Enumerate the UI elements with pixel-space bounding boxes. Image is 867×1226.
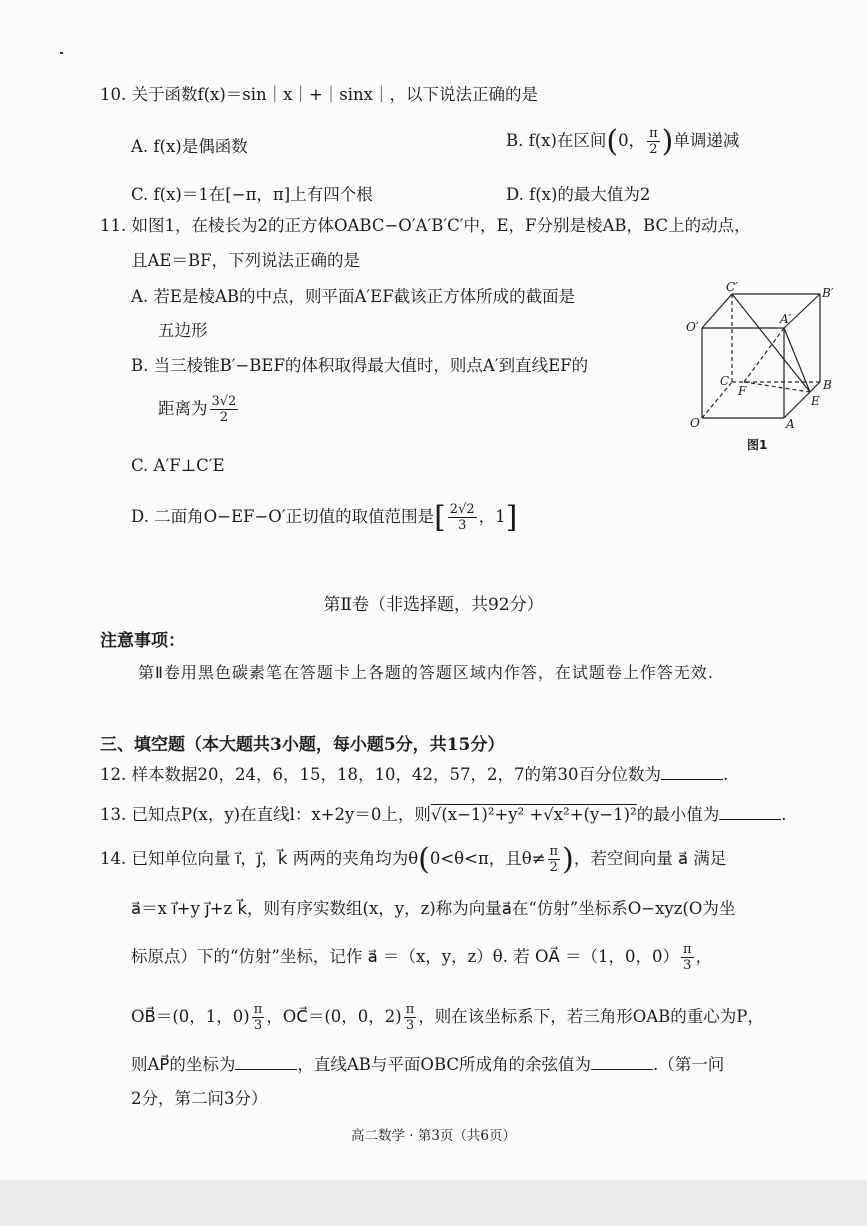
fraction-numerator: π: [549, 844, 559, 859]
q12-text: 12. 样本数据20，24，6，15，18，10，42，57，2，7的第30百分位数为: [100, 765, 661, 784]
q13-prefix: 13. 已知点P(x，y)在直线l：x+2y＝0上，则: [100, 805, 431, 824]
fraction-numerator: π: [253, 1002, 263, 1017]
q10-option-b-interval: 0，: [618, 131, 646, 150]
q10-option-d: D. f(x)的最大值为2: [506, 185, 651, 204]
close-paren: ): [562, 842, 574, 877]
q14-line4-fraction-1: [252, 1002, 265, 1033]
label-b: B: [823, 378, 832, 392]
notice-heading: 注意事项：: [100, 631, 185, 651]
open-bracket: [: [434, 500, 446, 535]
fraction-denominator: 3: [683, 958, 692, 973]
close-bracket: ]: [505, 500, 518, 535]
q10-stem: 10. 关于函数f(x)＝sin｜x｜+｜sinx｜，以下说法正确的是: [100, 85, 538, 104]
fraction-numerator: π: [405, 1002, 415, 1017]
label-a: A: [786, 417, 795, 431]
q11-stem-line2: 且AE＝BF，下列说法正确的是: [131, 251, 361, 270]
q14-line1: [100, 842, 726, 877]
notice-text: 第Ⅱ卷用黑色碳素笔在答题卡上各题的答题区域内作答，在试题卷上作答无效.: [138, 663, 714, 682]
fraction-numerator: 2√2: [449, 502, 475, 517]
label-a-prime: A′: [780, 312, 792, 326]
q14-line1-condition: 0<θ<π，且θ≠: [429, 849, 546, 868]
q14-line1-fraction: [548, 844, 561, 875]
q11-option-a-line1: A. 若E是棱AB的中点，则平面A′EF截该正方体所成的截面是: [131, 287, 576, 306]
q14-line2: a⃗＝x i⃗+y j⃗+z k⃗，则有序实数组(x，y，z)称为向量a⃗在“仿射”坐标系O−xyz(O为坐: [131, 899, 736, 918]
q14-line1-prefix: 14. 已知单位向量 i⃗，j⃗，k⃗ 两两的夹角均为θ: [100, 849, 419, 868]
cube-figure: [684, 278, 844, 456]
q14-line4-rest: ，则在该坐标系下，若三角形OAB的重心为P，: [418, 1007, 764, 1026]
q10-option-b: [506, 124, 739, 159]
q14-answer-blank-2: [591, 1055, 653, 1070]
q14-line6: 2分，第二问3分）: [131, 1089, 268, 1108]
q12-answer-blank: [661, 765, 723, 780]
q14-line5-prefix: 则AP⃗的坐标为: [131, 1055, 236, 1074]
q10-option-b-fraction: [647, 126, 660, 157]
q14-line4-oc: ，OC⃗＝(0，0，2): [266, 1007, 402, 1026]
q11-option-b-prefix: 距离为: [158, 399, 208, 418]
fraction-numerator: 3√2: [211, 394, 237, 409]
fraction-numerator: π: [649, 126, 658, 141]
page-footer: 高二数学 · 第3页（共6页）: [350, 1128, 517, 1144]
scan-bottom-margin: [0, 1180, 867, 1226]
label-f: F: [738, 384, 747, 398]
open-paren: (: [418, 842, 430, 877]
cube-diagram: [684, 278, 844, 456]
q13: [100, 804, 786, 826]
section3-title: 三、填空题（本大题共3小题，每小题5分，共15分）: [100, 735, 505, 755]
part2-title: 第Ⅱ卷（非选择题，共92分）: [323, 595, 544, 615]
figure-caption: 图1: [747, 438, 768, 452]
q14-line3: [131, 942, 712, 973]
q11-option-d-prefix: D. 二面角O−EF−O′正切值的取值范围是: [131, 507, 435, 526]
q14-line5: [131, 1054, 724, 1076]
q11-option-d-suffix: ，1: [478, 507, 506, 526]
q14-line4: [131, 1002, 764, 1033]
fraction-denominator: 2: [549, 860, 558, 875]
q11-stem-line1: 11. 如图1，在棱长为2的正方体OABC−O′A′B′C′中，E，F分别是棱AB，BC上的动点，: [100, 216, 751, 235]
label-c: C: [720, 374, 730, 388]
q11-option-d-fraction: [448, 502, 477, 533]
q14-line1-suffix: ，若空间向量 a⃗ 满足: [573, 849, 727, 868]
scan-speck: [60, 52, 63, 54]
q14-answer-blank-1: [235, 1055, 297, 1070]
q14-line5-mid: ，直线AB与平面OBC所成角的余弦值为: [297, 1055, 591, 1074]
fraction-denominator: 3: [405, 1018, 415, 1033]
q13-answer-blank: [719, 805, 781, 820]
open-paren: (: [606, 124, 619, 159]
q12: [100, 764, 728, 786]
label-o: O: [690, 416, 700, 430]
fraction-denominator: 2: [649, 142, 658, 157]
label-b-prime: B′: [822, 286, 834, 300]
q14-line4-fraction-2: [404, 1002, 417, 1033]
q11-option-d: [131, 500, 517, 535]
q10-option-c: C. f(x)＝1在[−π，π]上有四个根: [131, 185, 373, 204]
fraction-numerator: π: [683, 942, 692, 957]
q14-line3-text: 标原点）下的“仿射”坐标，记作 a⃗ ＝（x，y，z）θ. 若 OA⃗ ＝（1，0，0）: [131, 947, 680, 966]
q14-line3-end: ，: [695, 947, 713, 966]
q11-option-a-line2: 五边形: [158, 321, 208, 340]
q10-option-a: A. f(x)是偶函数: [131, 137, 248, 156]
q14-line3-fraction: [681, 942, 694, 973]
label-o-prime: O′: [686, 320, 699, 334]
q11-option-b-line2: [158, 394, 240, 425]
q13-expression: √(x−1)²+y² +√x²+(y−1)²: [430, 805, 637, 824]
q13-suffix: 的最小值为: [636, 805, 720, 824]
q14-line5-suffix: .（第一问: [653, 1055, 725, 1074]
q10-option-b-text: B. f(x)在区间: [506, 131, 607, 150]
q12-end: .: [722, 765, 729, 784]
q10-option-b-suffix: 单调递减: [673, 131, 740, 150]
q14-line4-ob: OB⃗＝(0，1，0): [131, 1007, 250, 1026]
q11-option-b-fraction: [210, 394, 239, 425]
label-e: E: [811, 394, 820, 408]
q11-option-c: C. A′F⊥C′E: [131, 456, 225, 475]
q11-option-b-line1: B. 当三棱锥B′−BEF的体积取得最大值时，则点A′到直线EF的: [131, 356, 589, 375]
fraction-denominator: 3: [458, 518, 467, 533]
label-c-prime: C′: [726, 280, 738, 294]
close-paren: ): [661, 124, 674, 159]
q13-end: .: [781, 805, 787, 824]
fraction-denominator: 2: [219, 410, 229, 425]
fraction-denominator: 3: [253, 1018, 263, 1033]
